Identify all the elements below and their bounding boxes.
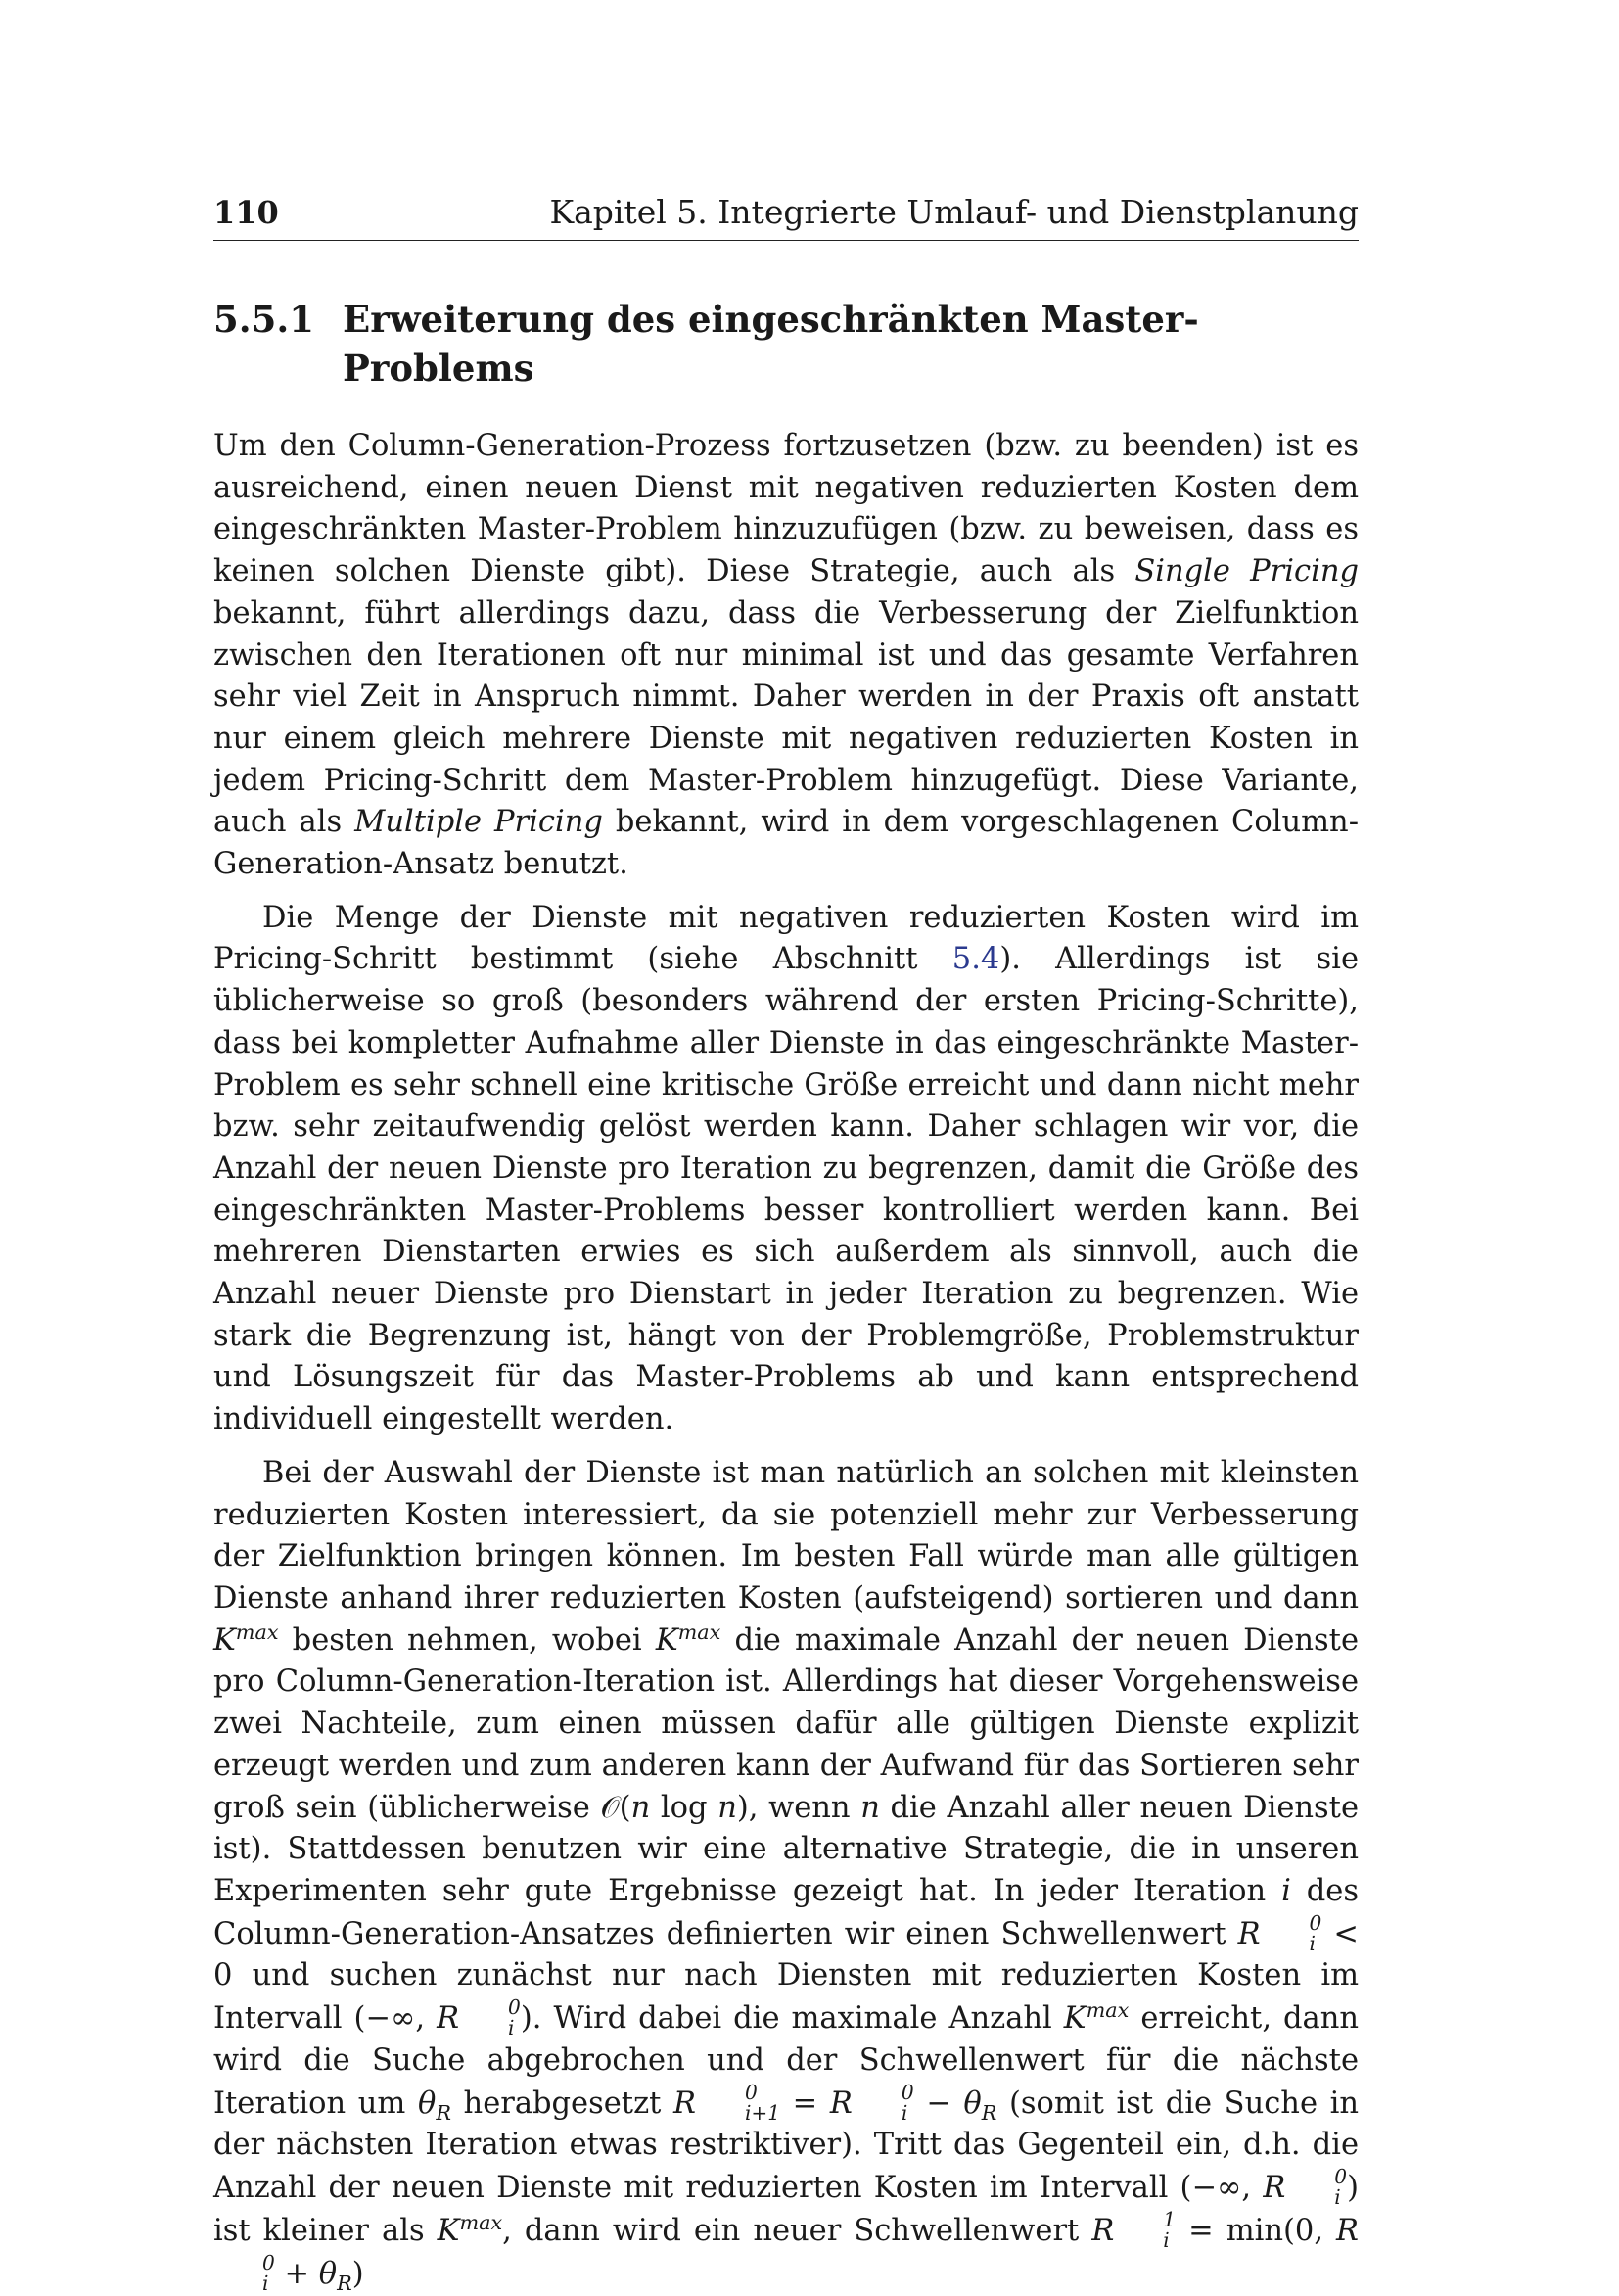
text: des Column-Generation-Ansatzes definierten wir einen Schwellenwert bbox=[213, 1873, 1360, 1951]
text: bekannt, wird in dem vorgeschlagenen Column-Generation-Ansatz benutzt. bbox=[213, 805, 1359, 882]
math-kmax: $K^{max}$ bbox=[1063, 1998, 1130, 2037]
section-reference-link[interactable]: 5.4 bbox=[951, 942, 1000, 977]
text: die Anzahl aller neuen Dienste ist). Stattdessen benutzen wir eine alternative Strategie, die in unseren Experimenten sehr gute Ergebnisse gezeigt hat. In jeder Iteration bbox=[213, 1790, 1359, 1908]
text: − bbox=[913, 2085, 964, 2121]
section-title: Erweiterung des eingeschränkten Master-Problems bbox=[343, 298, 1199, 390]
text: ) ist kleiner als bbox=[213, 2171, 1359, 2248]
text: erreicht, dann wird die Suche abgebrochen und der Schwellenwert für die nächste Iteration um bbox=[213, 2001, 1360, 2121]
math-theta-r: $\theta_R$ bbox=[417, 2085, 451, 2125]
math-r-i-0: R 0 i bbox=[829, 2080, 914, 2125]
text: ). Allerdings ist sie üblicherweise so groß (besonders während der ersten Pricing-Schritte), dass bei kompletter Aufnahme aller Dienste in das eingeschränkte Master-Problem es sehr schnell eine kritische Größe erreicht und dann nicht mehr bzw. sehr zeitaufwendig gelöst werden kann. Daher schlagen wir vor, die Anzahl der neuen Dienste pro Iteration zu begrenzen, damit die Größe des eingeschränkten Master-Problems besser kontrolliert werden kann. Bei mehreren Dienstarten erwies es sich außerdem als sinnvoll, auch die Anzahl neuer Dienste pro Dienstart in jeder Iteration zu begrenzen. Wie stark die Begrenzung ist, hängt von der Problemgröße, Problemstruktur und Lösungszeit für das Master-Problems ab und kann entsprechend individuell eingestellt werden. bbox=[213, 942, 1359, 1437]
chapter-title: Kapitel 5. Integrierte Umlauf- und Dienstplanung bbox=[549, 193, 1359, 231]
paragraph-1 bbox=[213, 426, 1359, 886]
emphasis-single-pricing: Single Pricing bbox=[1134, 554, 1359, 589]
text: besten nehmen, wobei bbox=[278, 1622, 656, 1658]
paragraph-2 bbox=[213, 898, 1359, 1441]
math-r-i-0: R 0 i bbox=[1237, 1910, 1322, 1955]
math-i: i bbox=[1281, 1873, 1291, 1908]
text: , dann wird ein neuer Schwellenwert bbox=[502, 2214, 1092, 2248]
math-r-i-0: R 0 i bbox=[1263, 2165, 1348, 2210]
math-big-o: 𝒪(n log n), wenn bbox=[600, 1790, 861, 1825]
running-header bbox=[213, 191, 1359, 241]
text: = min(0, bbox=[1176, 2214, 1337, 2248]
text: Bei der Auswahl der Dienste ist man natürlich an solchen mit kleinsten reduzierten Kosten interessiert, da sie potenziell mehr zur Verbesserung der Zielfunktion bringen können. Im besten Fall würde man alle gültigen Dienste anhand ihrer reduzierten Kosten (aufsteigend) sortieren und dann bbox=[213, 1455, 1359, 1616]
text: Die Menge der Dienste mit negativen reduzierten Kosten wird im Pricing-Schritt bestimmt (siehe Abschnitt bbox=[213, 900, 1359, 977]
math-theta-r: $\theta_R$ bbox=[963, 2085, 997, 2125]
page bbox=[213, 191, 1359, 2296]
paragraph-3 bbox=[213, 1453, 1359, 2296]
math-kmax: $K^{max}$ bbox=[655, 1619, 721, 1658]
text: ) bbox=[351, 2256, 364, 2291]
text: + bbox=[274, 2256, 319, 2291]
text: (somit ist die Suche in der nächsten Iteration etwas restriktiver). Tritt das Gegenteil ein, d.h. die Anzahl der neuen Dienste mit reduzierten Kosten im Intervall (−∞, bbox=[213, 2085, 1360, 2206]
math-r-i-1: R 1 i bbox=[1091, 2207, 1177, 2253]
text: herabgesetzt bbox=[450, 2085, 674, 2121]
text: < 0 und suchen zunächst nur nach Diensten mit reduzierten Kosten im Intervall (−∞, bbox=[213, 1916, 1359, 2037]
emphasis-multiple-pricing: Multiple Pricing bbox=[354, 805, 603, 840]
text: die maximale Anzahl der neuen Dienste pro Column-Generation-Iteration ist. Allerdings hat dieser Vorgehensweise zwei Nachteile, zum einen müssen dafür alle gültigen Dienste explizit erzeugt werden und zum anderen kann der Aufwand für das Sortieren sehr groß sein (üblicherweise bbox=[213, 1622, 1359, 1825]
math-n: n bbox=[860, 1790, 880, 1825]
text: Um den Column-Generation-Prozess fortzusetzen (bzw. zu beenden) ist es ausreichend, einen neuen Dienst mit negativen reduzierten Kosten dem eingeschränkten Master-Problem hinzuzufügen (bzw. zu beweisen, dass es keinen solchen Dienste gibt). Diese Strategie, auch als bbox=[213, 429, 1359, 589]
math-r-i-0: R 0 i bbox=[437, 1995, 521, 2040]
text: ). Wird dabei die maximale Anzahl bbox=[520, 2001, 1064, 2037]
math-kmax: $K^{max}$ bbox=[213, 1619, 279, 1658]
math-r-i1-0: R 0 i+1 bbox=[673, 2080, 781, 2125]
section-heading bbox=[213, 295, 1359, 393]
text: = bbox=[780, 2085, 830, 2121]
page-number: 110 bbox=[213, 194, 279, 231]
section-number: 5.5.1 bbox=[213, 298, 314, 341]
math-theta-r: $\theta_R$ bbox=[318, 2256, 352, 2295]
math-r-i-0: R 0 i bbox=[262, 2214, 1359, 2295]
math-kmax: $K^{max}$ bbox=[437, 2210, 503, 2248]
text: bekannt, führt allerdings dazu, dass die Verbesserung der Zielfunktion zwischen den Iterationen oft nur minimal ist und das gesamte Verfahren sehr viel Zeit in Anspruch nimmt. Daher werden in der Praxis oft anstatt nur einem gleich mehrere Dienste mit negativen reduzierten Kosten in jedem Pricing-Schritt dem Master-Problem hinzugefügt. Diese Variante, auch als bbox=[213, 595, 1359, 840]
